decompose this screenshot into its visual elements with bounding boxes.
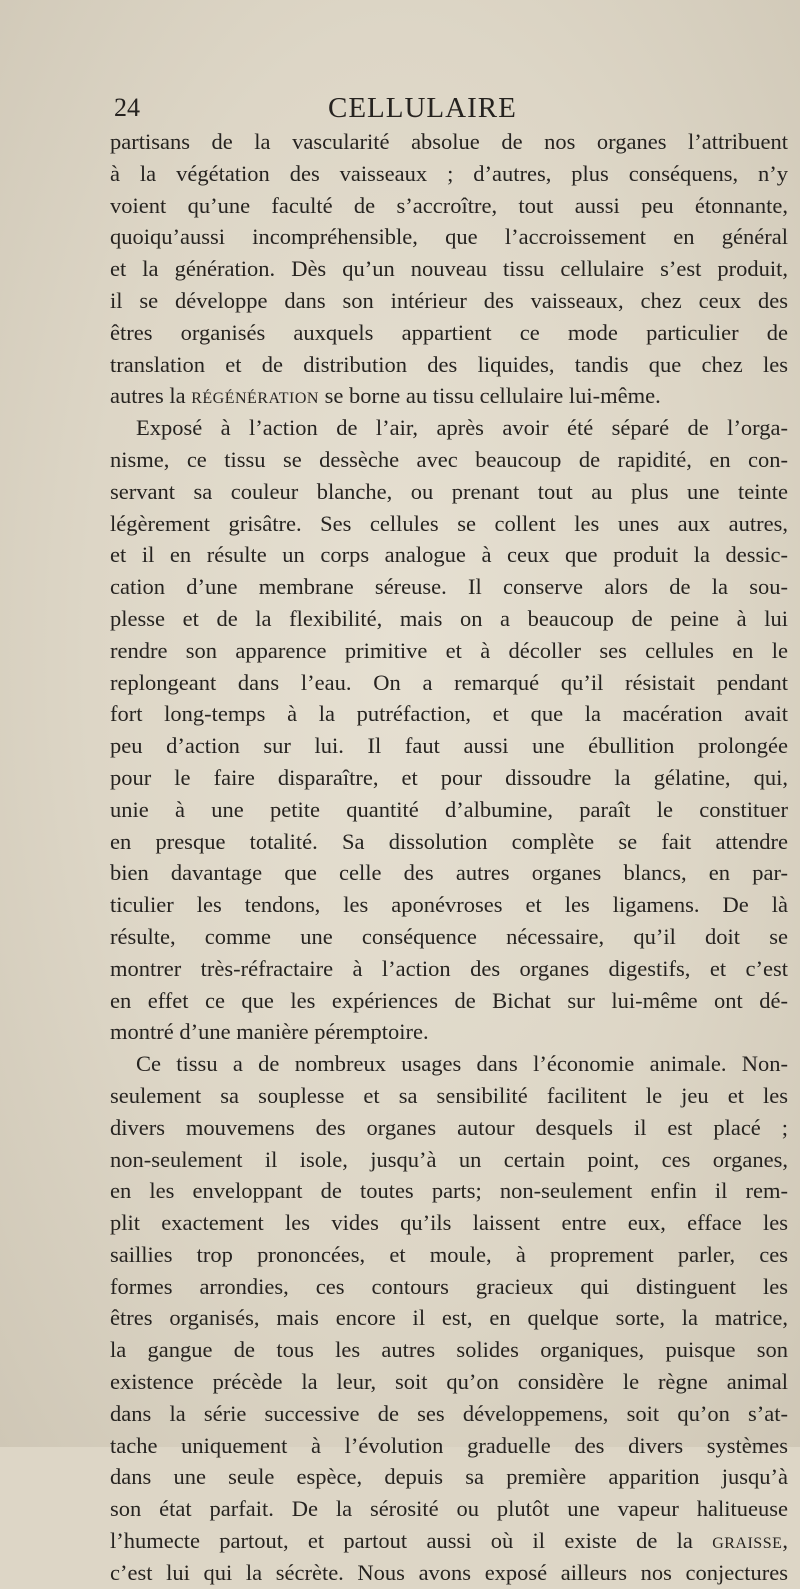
running-title: CELLULAIRE — [328, 92, 517, 124]
text-line: plesse et de la flexibilité, mais on a beaucoup de peine à lui — [110, 605, 788, 631]
text-line: il se développe dans son intérieur des vaisseaux, chez ceux des — [110, 287, 788, 313]
text-line: plit exactement les vides qu’ils laissent entre eux, efface les — [110, 1210, 788, 1236]
text-line — [110, 1525, 788, 1557]
text-line: en effet ce que les expériences de Bichat sur lui-même ont dé- — [110, 987, 788, 1013]
text-line: existence précède la leur, soit qu’on considère le règne animal — [110, 1369, 788, 1395]
text-line: voient qu’une faculté de s’accroître, tout aussi peu étonnante, — [110, 192, 788, 218]
text-line-paragraph-start: Ce tissu a de nombreux usages dans l’économie animale. Non- — [136, 1051, 788, 1077]
text-line: non-seulement il isole, jusqu’à un certain point, ces organes, — [110, 1146, 788, 1172]
text-line: montrer très-réfractaire à l’action des organes digestifs, et c’est — [110, 955, 788, 981]
text-line: seulement sa souplesse et sa sensibilité facilitent le jeu et les — [110, 1082, 788, 1108]
text-line: rendre son apparence primitive et à décoller ses cellules en le — [110, 637, 788, 663]
text-line: replongeant dans l’eau. On a remarqué qu’il résistait pendant — [110, 669, 788, 695]
text-line: c’est lui qui la sécrète. Nous avons exposé ailleurs nos conjectures — [110, 1559, 788, 1585]
text-line: et la génération. Dès qu’un nouveau tissu cellulaire s’est produit, — [110, 256, 788, 282]
text-line: et il en résulte un corps analogue à ceux que produit la dessic- — [110, 542, 788, 568]
text-line: à la végétation des vaisseaux ; d’autres, plus conséquens, n’y — [110, 160, 788, 186]
small-caps-term: RÉGÉNÉRATION — [191, 390, 319, 408]
text-line: êtres organisés auxquels appartient ce mode particulier de — [110, 319, 788, 345]
text-line: êtres organisés, mais encore il est, en quelque sorte, la matrice, — [110, 1305, 788, 1331]
body-text — [110, 126, 788, 1589]
text-line: cation d’une membrane séreuse. Il conserve alors de la sou- — [110, 574, 788, 600]
text-line: dans la série successive de ses développemens, soit qu’on s’at- — [110, 1400, 788, 1426]
text-segment: , — [782, 1528, 788, 1554]
text-line-paragraph-end: montré d’une manière péremptoire. — [110, 1019, 429, 1045]
page-number: 24 — [114, 93, 140, 122]
text-line: translation et de distribution des liquides, tandis que chez les — [110, 351, 788, 377]
text-segment: l’humecte partout, et partout aussi où il existe de la — [110, 1528, 713, 1554]
small-caps-term: GRAISSE — [712, 1535, 783, 1553]
text-line: formes arrondies, ces contours gracieux qui distinguent les — [110, 1273, 788, 1299]
text-line: quoiqu’aussi incompréhensible, que l’accroissement en général — [110, 224, 788, 250]
text-line: en les enveloppant de toutes parts; non-seulement enfin il rem- — [110, 1178, 788, 1204]
text-line: tache uniquement à l’évolution graduelle des divers systèmes — [110, 1432, 788, 1458]
text-segment: se borne au tissu cellulaire lui-même. — [318, 383, 661, 409]
text-line: servant sa couleur blanche, ou prenant tout au plus une teinte — [110, 478, 788, 504]
text-line: bien davantage que celle des autres organes blancs, en par- — [110, 860, 788, 886]
text-line: son état parfait. De la sérosité ou plutôt une vapeur halitueuse — [110, 1496, 788, 1522]
text-line: dans une seule espèce, depuis sa première apparition jusqu’à — [110, 1464, 788, 1490]
text-line-paragraph-end — [110, 380, 788, 412]
text-line: la gangue de tous les autres solides organiques, puisque son — [110, 1337, 788, 1363]
text-line: pour le faire disparaître, et pour dissoudre la gélatine, qui, — [110, 764, 788, 790]
text-line: en presque totalité. Sa dissolution complète se fait attendre — [110, 828, 788, 854]
text-line: fort long-temps à la putréfaction, et que la macération avait — [110, 701, 788, 727]
text-line-paragraph-start: Exposé à l’action de l’air, après avoir été séparé de l’orga- — [136, 415, 788, 441]
text-line: saillies trop prononcées, et moule, à proprement parler, ces — [110, 1241, 788, 1267]
text-line: résulte, comme une conséquence nécessaire, qu’il doit se — [110, 923, 788, 949]
text-line: partisans de la vascularité absolue de nos organes l’attribuent — [110, 129, 788, 154]
text-line: unie à une petite quantité d’albumine, paraît le constituer — [110, 796, 788, 822]
text-line: nisme, ce tissu se dessèche avec beaucoup de rapidité, en con- — [110, 446, 788, 472]
page-header — [114, 88, 714, 128]
text-segment: autres la — [110, 383, 192, 409]
text-line: légèrement grisâtre. Ses cellules se collent les unes aux autres, — [110, 510, 788, 536]
text-line: divers mouvemens des organes autour desquels il est placé ; — [110, 1114, 788, 1140]
text-line: peu d’action sur lui. Il faut aussi une ébullition prolongée — [110, 733, 788, 759]
text-line: ticulier les tendons, les aponévroses et les ligamens. De là — [110, 892, 788, 918]
